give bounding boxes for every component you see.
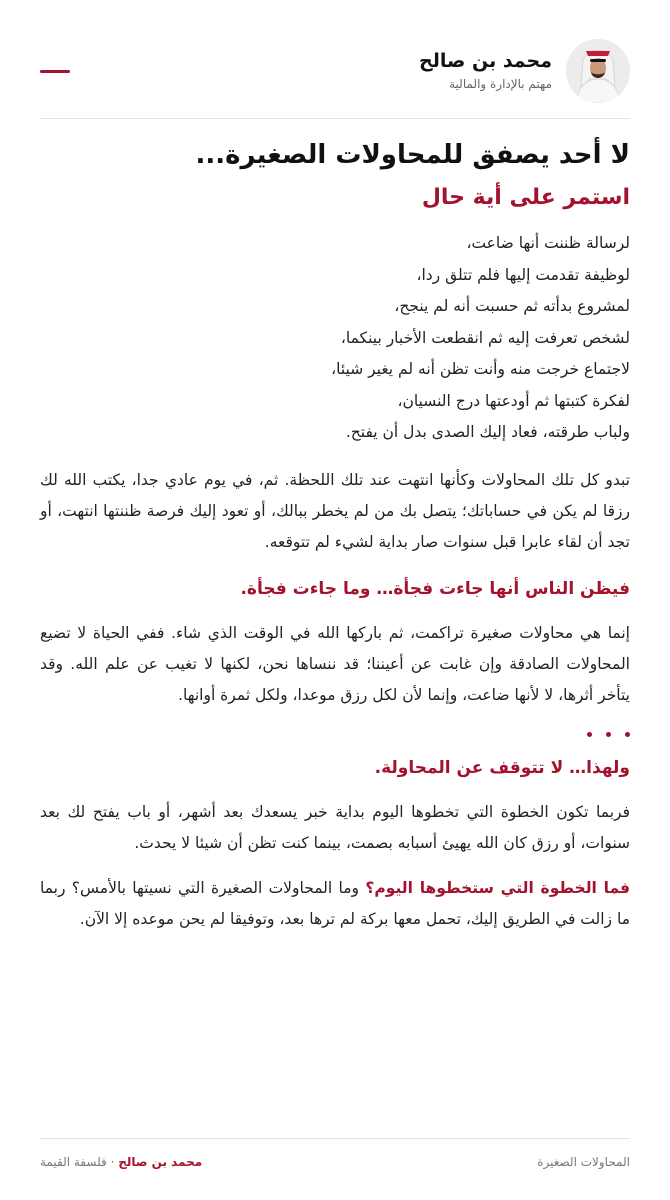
article-body [40,132,630,949]
poem-line: لشخص تعرفت إليه ثم انقطعت الأخبار بينكما، [340,328,630,347]
header-divider [40,118,630,119]
accent-bar [40,70,70,73]
paragraph-accumulation: إنما هي محاولات صغيرة تراكمت، ثم باركها الله في الوقت الذي شاء. ففي الحياة لا تضيع المحاولات الصادقة وإن غابت عن أعيننا؛ قد ننساها نحن، لكنها لا تغيب عن علم الله. وقد يتأخر أثرها، لا لأنها ضاعت، وإنما لأن لكل رزق موعدا، ولكل ثمرة أوانها. [40,623,630,704]
question-rest: وما المحاولات الصغيرة التي نسيتها بالأمس؟ ربما ما زالت في الطريق إليك، تحمل معها بركة لم ترها بعد، وتوفيقا لم يحن موعده إلا الآن. [40,878,630,928]
author-block[interactable] [419,39,630,103]
poem-line: لفكرة كتبتها ثم أودعتها درج النسيان، [397,391,630,410]
article-footer [40,1150,630,1174]
separator-dot [587,732,592,737]
author-role: مهتم بالإدارة والمالية [449,77,552,91]
footer-brand[interactable] [40,1155,202,1169]
paragraph-step: فربما تكون الخطوة التي تخطوها اليوم بداية خبر يسعدك بعد أشهر، أو باب يفتح لك بعد سنوات، أو رزق كان الله يهيئ أسبابه بصمت، بينما كنت تظن أن شيئا لا يحدث. [40,802,630,852]
poem-line: لاجتماع خرجت منه وأنت تظن أنه لم يغير شيئا، [331,360,630,378]
separator-dot [625,732,630,737]
poem-line: لوظيفة تقدمت إليها فلم تتلق ردا، [416,265,630,284]
author-name: محمد بن صالح [419,50,552,72]
section-separator [40,725,630,745]
article-header [40,38,630,104]
author-text [419,48,552,94]
footer-divider [40,1138,630,1139]
poem-line: لرسالة ظننت أنها ضاعت، [466,234,630,252]
paragraph-intro: تبدو كل تلك المحاولات وكأنها انتهت عند تلك اللحظة. ثم، في يوم عادي جدا، يكتب الله لك رزقا لم يكن في حساباتك؛ يتصل بك من لم يخطر ببالك، أو تعود إليك فرصة ظننتها انتهت، أو تجد أن لقاء عابرا قبل سنوات صار بداية لشيء لم تتوقعه. [40,470,630,551]
separator-dot [606,732,611,737]
avatar-illustration [566,39,630,103]
footer-brand-name: محمد بن صالح [118,1155,203,1169]
article-subtitle: استمر على أية حال [421,185,630,210]
poem-line: ولباب طرقته، فعاد إليك الصدى بدل أن يفتح. [345,423,630,441]
section-heading-sudden: فيظن الناس أنها جاءت فجأة… وما جاءت فجأة. [240,578,630,599]
footer-article-name: المحاولات الصغيرة [537,1155,630,1169]
article-title: لا أحد يصفق للمحاولات الصغيرة... [195,140,630,170]
poem-line: لمشروع بدأته ثم حسبت أنه لم ينجح، [394,297,630,315]
paragraph-question [40,873,630,935]
avatar[interactable] [566,39,630,103]
footer-brand-tag: فلسفة القيمة [40,1155,107,1169]
section-heading-keep-trying: ولهذا… لا تتوقف عن المحاولة. [374,757,630,778]
footer-brand-separator: · [106,1155,119,1169]
poem-list [40,228,630,449]
question-highlight: فما الخطوة التي ستخطوها اليوم؟ [365,878,630,897]
